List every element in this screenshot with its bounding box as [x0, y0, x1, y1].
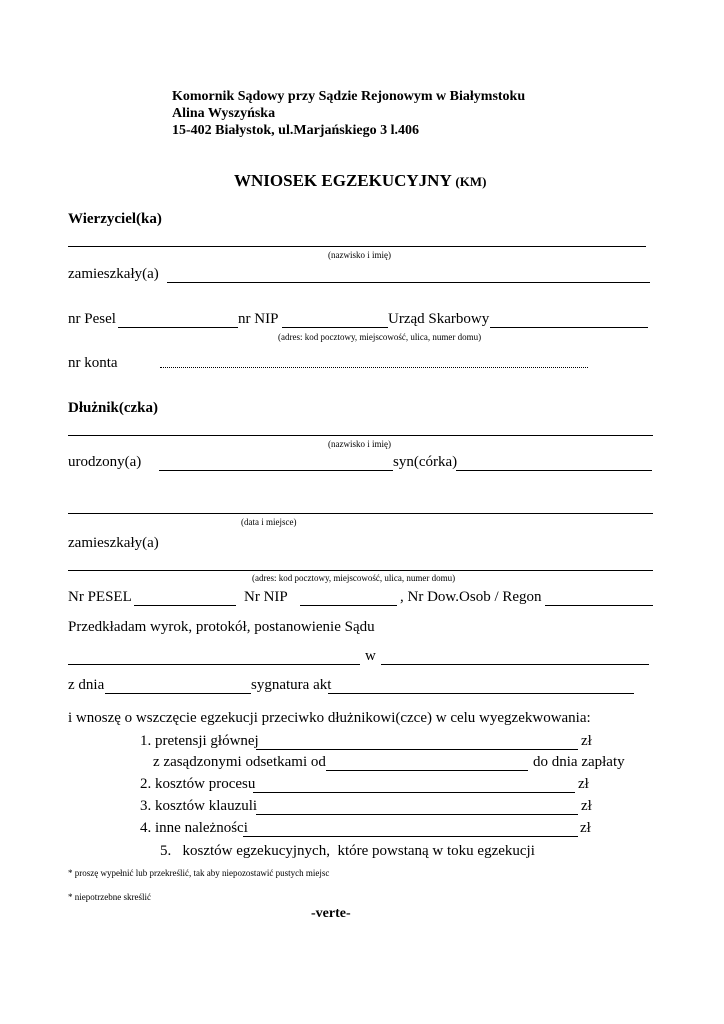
form-title-suffix: (KM) — [455, 174, 487, 189]
item2-amount-field[interactable] — [253, 792, 575, 793]
form-title-main: WNIOSEK EGZEKUCYJNY — [234, 171, 452, 190]
item1-currency: zł — [581, 733, 592, 749]
item1-amount-field[interactable] — [256, 749, 578, 750]
item4-label: 4. inne należności — [140, 820, 248, 836]
note-fill-in: * proszę wypełnić lub przekreślić, tak aby niepozostawić pustych miejsc — [68, 868, 330, 878]
request-intro: i wnoszę o wszczęcie egzekucji przeciwko dłużnikowi(czce) w celu wyegzekwowania: — [68, 710, 591, 726]
bailiff-office-name: Komornik Sądowy przy Sądzie Rejonowym w Białymstoku — [172, 89, 526, 104]
court-signature-field[interactable] — [328, 693, 634, 694]
creditor-tax-office-field[interactable] — [490, 327, 648, 328]
debtor-born-label: urodzony(a) — [68, 454, 142, 470]
debtor-pesel-label: Nr PESEL — [68, 589, 132, 605]
item3-currency: zł — [581, 798, 592, 814]
debtor-dow-label: , Nr Dow.Osob / Regon — [400, 589, 542, 605]
creditor-account-label: nr konta — [68, 355, 118, 371]
creditor-pesel-label: nr Pesel — [68, 311, 116, 327]
item4-currency: zł — [580, 820, 591, 836]
creditor-residence-label: zamieszkały(a) — [68, 266, 159, 282]
court-name-field[interactable] — [68, 664, 360, 665]
court-w-label: w — [365, 648, 376, 664]
debtor-heading: Dłużnik(czka) — [68, 400, 158, 416]
item1-label: 1. pretensji głównej — [140, 733, 259, 749]
verte-label: -verte- — [311, 906, 351, 921]
note-strike: * niepotrzebne skreślić — [68, 892, 151, 902]
item3-amount-field[interactable] — [256, 814, 578, 815]
creditor-name-hint: (nazwisko i imię) — [328, 250, 391, 260]
bailiff-name: Alina Wyszyńska — [172, 106, 276, 121]
debtor-name-hint: (nazwisko i imię) — [328, 439, 391, 449]
creditor-heading: Wierzyciel(ka) — [68, 211, 162, 227]
court-place-field[interactable] — [381, 664, 649, 665]
item5-label: 5. kosztów egzekucyjnych, które powstaną w toku egzekucji — [160, 843, 535, 859]
form-title — [234, 171, 486, 191]
item1-until-label: do dnia zapłaty — [533, 754, 625, 770]
item2-label: 2. kosztów procesu — [140, 776, 256, 792]
debtor-son-label: syn(córka) — [393, 454, 458, 470]
creditor-tax-office-label: Urząd Skarbowy — [388, 311, 490, 327]
debtor-born-field[interactable] — [159, 470, 393, 471]
creditor-nip-field[interactable] — [282, 327, 388, 328]
court-present-text: Przedkładam wyrok, protokół, postanowienie Sądu — [68, 619, 375, 635]
creditor-residence-field[interactable] — [167, 282, 650, 283]
debtor-address-hint: (adres: kod pocztowy, miejscowość, ulica, numer domu) — [252, 573, 456, 583]
debtor-name-field[interactable] — [68, 435, 653, 436]
court-signature-label: sygnatura akt — [251, 677, 332, 693]
creditor-account-field[interactable] — [160, 367, 588, 368]
debtor-birth-details-field[interactable] — [68, 513, 653, 514]
debtor-nip-field[interactable] — [300, 605, 397, 606]
debtor-pesel-field[interactable] — [134, 605, 236, 606]
creditor-nip-label: nr NIP — [238, 311, 279, 327]
debtor-dow-field[interactable] — [545, 605, 653, 606]
item3-label: 3. kosztów klauzuli — [140, 798, 258, 814]
item2-currency: zł — [578, 776, 589, 792]
creditor-name-field[interactable] — [68, 246, 646, 247]
debtor-nip-label: Nr NIP — [244, 589, 288, 605]
bailiff-address: 15-402 Białystok, ul.Marjańskiego 3 l.406 — [172, 123, 419, 138]
debtor-residence-field[interactable] — [68, 570, 653, 571]
court-date-label: z dnia — [68, 677, 105, 693]
court-date-field[interactable] — [105, 693, 251, 694]
item1-interest-label: z zasądzonymi odsetkami od — [153, 754, 326, 770]
creditor-pesel-field[interactable] — [118, 327, 238, 328]
item1-interest-date-field[interactable] — [326, 770, 528, 771]
creditor-address-hint: (adres: kod pocztowy, miejscowość, ulica, numer domu) — [278, 332, 482, 342]
debtor-residence-label: zamieszkały(a) — [68, 535, 159, 551]
item4-amount-field[interactable] — [243, 836, 578, 837]
debtor-date-place-hint: (data i miejsce) — [241, 517, 297, 527]
debtor-son-field[interactable] — [456, 470, 652, 471]
